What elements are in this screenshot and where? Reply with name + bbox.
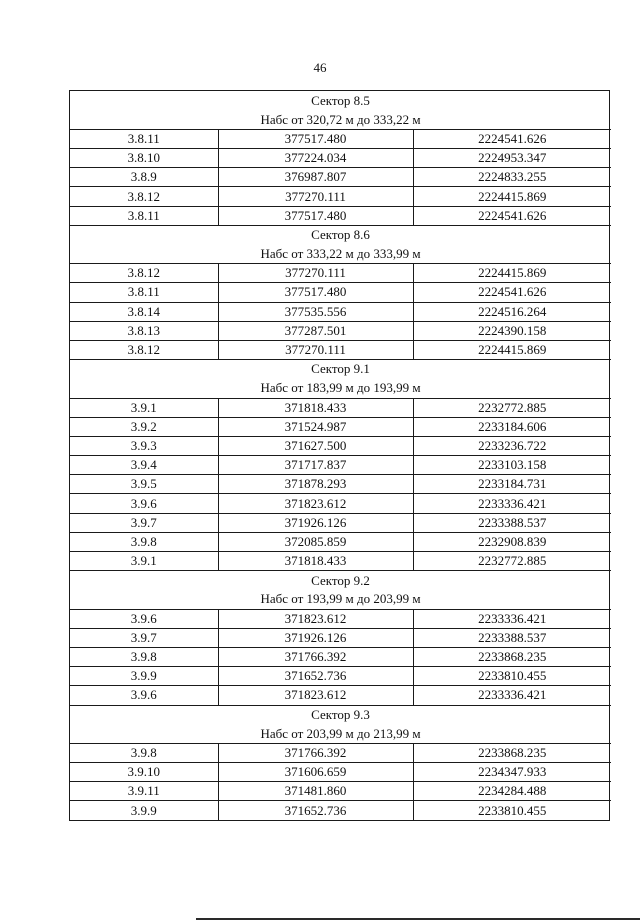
y-coordinate-cell: 2233388.537 [413, 628, 611, 647]
table-row [70, 743, 611, 762]
x-coordinate-cell: 377517.480 [218, 283, 413, 302]
y-coordinate-cell: 2233388.537 [413, 513, 611, 532]
point-number-cell: 3.8.10 [70, 149, 218, 168]
table-row [70, 187, 611, 206]
point-number-cell: 3.9.5 [70, 475, 218, 494]
x-coordinate-cell: 371606.659 [218, 763, 413, 782]
point-number-cell: 3.9.7 [70, 513, 218, 532]
sector-title: Сектор 9.1 [70, 360, 611, 379]
point-number-cell: 3.9.3 [70, 436, 218, 455]
table-row [70, 552, 611, 571]
table-row [70, 264, 611, 283]
sector-range-row [70, 245, 611, 264]
sector-height-range: Набс от 320,72 м до 333,22 м [260, 111, 421, 127]
y-coordinate-cell: 2233184.606 [413, 417, 611, 436]
x-coordinate-cell: 371481.860 [218, 782, 413, 801]
x-coordinate-cell: 377270.111 [218, 187, 413, 206]
x-coordinate-cell: 371766.392 [218, 743, 413, 762]
y-coordinate-cell: 2232772.885 [413, 552, 611, 571]
point-number-cell: 3.9.8 [70, 647, 218, 666]
point-number-cell: 3.8.12 [70, 264, 218, 283]
table-row [70, 513, 611, 532]
point-number-cell: 3.8.11 [70, 283, 218, 302]
x-coordinate-cell: 377535.556 [218, 302, 413, 321]
sector-title-row [70, 91, 611, 110]
x-coordinate-cell: 371652.736 [218, 801, 413, 820]
y-coordinate-cell: 2233868.235 [413, 647, 611, 666]
table-row [70, 283, 611, 302]
x-coordinate-cell: 371818.433 [218, 552, 413, 571]
point-number-cell: 3.9.9 [70, 801, 218, 820]
x-coordinate-cell: 371878.293 [218, 475, 413, 494]
y-coordinate-cell: 2233868.235 [413, 743, 611, 762]
point-number-cell: 3.8.11 [70, 129, 218, 148]
y-coordinate-cell: 2224390.158 [413, 321, 611, 340]
y-coordinate-cell: 2232908.839 [413, 532, 611, 551]
sector-title: Сектор 8.5 [311, 92, 370, 108]
table-row [70, 494, 611, 513]
table-row [70, 475, 611, 494]
point-number-cell: 3.8.14 [70, 302, 218, 321]
x-coordinate-cell: 372085.859 [218, 532, 413, 551]
table-row [70, 686, 611, 705]
table-row [70, 456, 611, 475]
page-number: 46 [313, 60, 327, 75]
y-coordinate-cell: 2224541.626 [413, 129, 611, 148]
point-number-cell: 3.9.6 [70, 494, 218, 513]
point-number-cell: 3.9.8 [70, 532, 218, 551]
point-number-cell: 3.9.7 [70, 628, 218, 647]
table-row [70, 801, 611, 820]
y-coordinate-cell: 2224541.626 [413, 283, 611, 302]
point-number-cell: 3.9.1 [70, 398, 218, 417]
sector-range-row [70, 379, 611, 398]
y-coordinate-cell: 2232772.885 [413, 398, 611, 417]
point-number-cell: 3.9.2 [70, 417, 218, 436]
sector-title-row [70, 225, 611, 244]
point-number-cell: 3.9.4 [70, 456, 218, 475]
point-number-cell: 3.9.11 [70, 782, 218, 801]
y-coordinate-cell: 2224516.264 [413, 302, 611, 321]
coordinates-table-frame [69, 90, 610, 821]
x-coordinate-cell: 371926.126 [218, 628, 413, 647]
x-coordinate-cell: 377270.111 [218, 340, 413, 359]
point-number-cell: 3.8.12 [70, 340, 218, 359]
point-number-cell: 3.8.11 [70, 206, 218, 225]
table-row [70, 321, 611, 340]
x-coordinate-cell: 377287.501 [218, 321, 413, 340]
y-coordinate-cell: 2224415.869 [413, 264, 611, 283]
table-row [70, 398, 611, 417]
table-row [70, 647, 611, 666]
x-coordinate-cell: 371524.987 [218, 417, 413, 436]
y-coordinate-cell: 2224953.347 [413, 149, 611, 168]
table-row [70, 129, 611, 148]
sector-title-row [70, 360, 611, 379]
table-row [70, 628, 611, 647]
sector-title-row [70, 705, 611, 724]
y-coordinate-cell: 2233236.722 [413, 436, 611, 455]
sector-range-row [70, 110, 611, 129]
x-coordinate-cell: 377517.480 [218, 129, 413, 148]
table-row [70, 340, 611, 359]
x-coordinate-cell: 371926.126 [218, 513, 413, 532]
sector-title: Сектор 9.3 [70, 705, 611, 724]
point-number-cell: 3.9.6 [70, 609, 218, 628]
point-number-cell: 3.8.9 [70, 168, 218, 187]
sector-range-row [70, 590, 611, 609]
sector-range-row [70, 724, 611, 743]
table-row [70, 417, 611, 436]
y-coordinate-cell: 2233336.421 [413, 686, 611, 705]
point-number-cell: 3.9.6 [70, 686, 218, 705]
x-coordinate-cell: 371766.392 [218, 647, 413, 666]
table-row [70, 609, 611, 628]
table-row [70, 667, 611, 686]
x-coordinate-cell: 371627.500 [218, 436, 413, 455]
x-coordinate-cell: 371717.837 [218, 456, 413, 475]
x-coordinate-cell: 371823.612 [218, 609, 413, 628]
table-row [70, 763, 611, 782]
table-row [70, 302, 611, 321]
table-row [70, 168, 611, 187]
y-coordinate-cell: 2233103.158 [413, 456, 611, 475]
point-number-cell: 3.9.9 [70, 667, 218, 686]
point-number-cell: 3.8.12 [70, 187, 218, 206]
table-row [70, 782, 611, 801]
y-coordinate-cell: 2233810.455 [413, 801, 611, 820]
point-number-cell: 3.9.8 [70, 743, 218, 762]
sector-height-range: Набс от 203,99 м до 213,99 м [260, 725, 421, 741]
sector-height-range: Набс от 183,99 м до 193,99 м [260, 380, 421, 396]
point-number-cell: 3.9.10 [70, 763, 218, 782]
sector-title-row [70, 571, 611, 590]
x-coordinate-cell: 371818.433 [218, 398, 413, 417]
point-number-cell: 3.8.13 [70, 321, 218, 340]
y-coordinate-cell: 2233184.731 [413, 475, 611, 494]
y-coordinate-cell: 2224415.869 [413, 340, 611, 359]
y-coordinate-cell: 2224415.869 [413, 187, 611, 206]
x-coordinate-cell: 371823.612 [218, 494, 413, 513]
table-row [70, 436, 611, 455]
x-coordinate-cell: 377517.480 [218, 206, 413, 225]
x-coordinate-cell: 377270.111 [218, 264, 413, 283]
sector-height-range: Набс от 193,99 м до 203,99 м [260, 591, 421, 607]
table-row [70, 206, 611, 225]
sector-height-range: Набс от 333,22 м до 333,99 м [260, 245, 421, 261]
y-coordinate-cell: 2234284.488 [413, 782, 611, 801]
x-coordinate-cell: 377224.034 [218, 149, 413, 168]
table-row [70, 149, 611, 168]
y-coordinate-cell: 2233336.421 [413, 609, 611, 628]
x-coordinate-cell: 371652.736 [218, 667, 413, 686]
y-coordinate-cell: 2234347.933 [413, 763, 611, 782]
coordinates-table [70, 91, 611, 820]
y-coordinate-cell: 2233810.455 [413, 667, 611, 686]
sector-title: Сектор 8.6 [70, 225, 611, 244]
point-number-cell: 3.9.1 [70, 552, 218, 571]
sector-title: Сектор 9.2 [70, 571, 611, 590]
x-coordinate-cell: 376987.807 [218, 168, 413, 187]
y-coordinate-cell: 2224541.626 [413, 206, 611, 225]
table-row [70, 532, 611, 551]
y-coordinate-cell: 2233336.421 [413, 494, 611, 513]
y-coordinate-cell: 2224833.255 [413, 168, 611, 187]
x-coordinate-cell: 371823.612 [218, 686, 413, 705]
coordinates-table-body [70, 91, 611, 820]
